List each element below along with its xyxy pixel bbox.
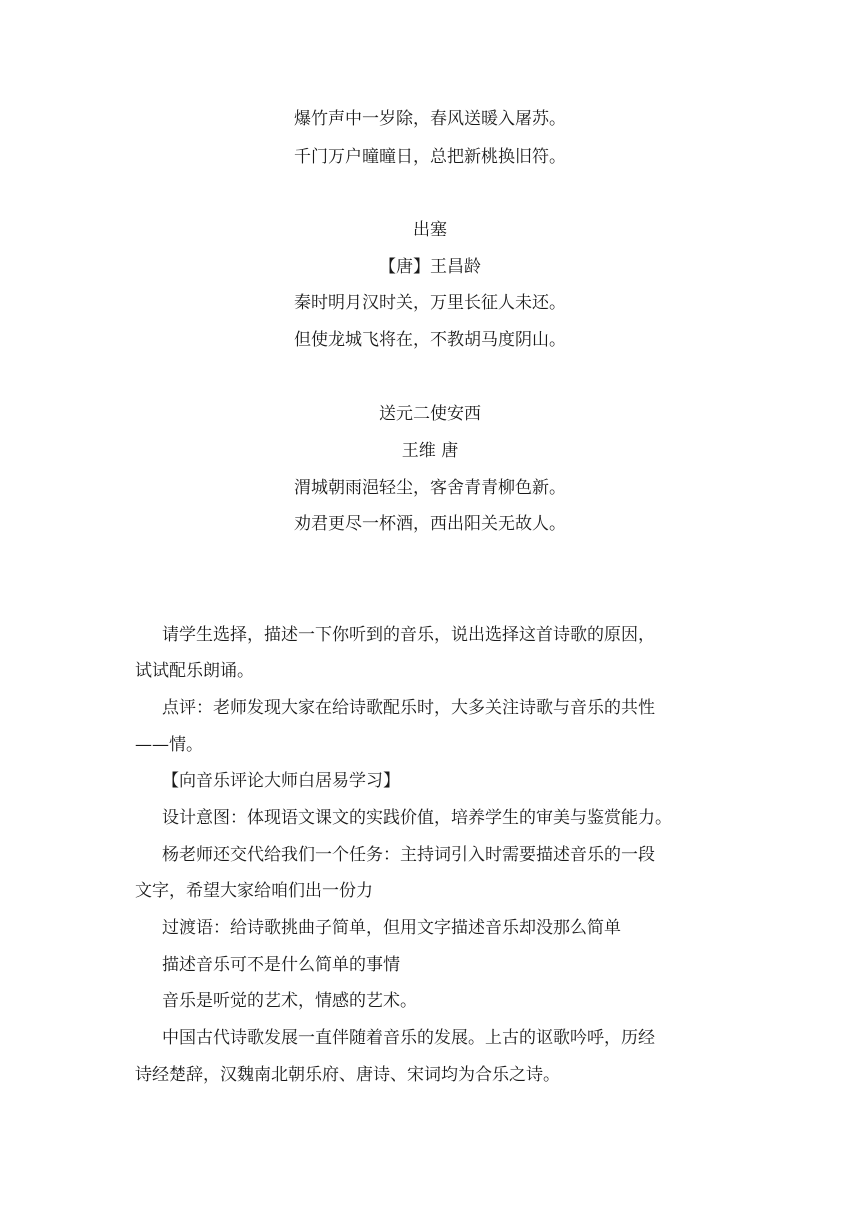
paragraph-2-line-2: ——情。	[135, 735, 203, 755]
paragraph-9-line-1: 中国古代诗歌发展一直伴随着音乐的发展。上古的讴歌吟呼，历经	[162, 1028, 655, 1048]
poem2-line-1: 秦时明月汉时关，万里长征人未还。	[294, 293, 566, 313]
poem3-title: 送元二使安西	[379, 404, 481, 424]
paragraph-2-line-1: 点评：老师发现大家在给诗歌配乐时，大多关注诗歌与音乐的共性	[162, 698, 655, 718]
poem3-author: 王维 唐	[401, 441, 459, 461]
poem2-author: 【唐】王昌龄	[379, 257, 481, 277]
poem3-line-2: 劝君更尽一杯酒，西出阳关无故人。	[294, 514, 566, 534]
transition-paragraph: 过渡语：给诗歌挑曲子简单，但用文字描述音乐却没那么简单	[162, 918, 621, 938]
paragraph-5-line-1: 杨老师还交代给我们一个任务：主持词引入时需要描述音乐的一段	[162, 845, 655, 865]
paragraph-8: 音乐是听觉的艺术，情感的艺术。	[162, 991, 417, 1011]
paragraph-5-line-2: 文字，希望大家给咱们出一份力	[135, 881, 373, 901]
poem1-line-1: 爆竹声中一岁除，春风送暖入屠苏。	[294, 109, 566, 129]
poem2-title: 出塞	[413, 220, 447, 240]
poem3-line-1: 渭城朝雨浥轻尘，客舍青青柳色新。	[294, 478, 566, 498]
poem2-line-2: 但使龙城飞将在，不教胡马度阴山。	[294, 330, 566, 350]
paragraph-7: 描述音乐可不是什么简单的事情	[162, 955, 400, 975]
poem1-line-2: 千门万户曈曈日，总把新桃换旧符。	[294, 147, 566, 167]
paragraph-1-line-1: 请学生选择，描述一下你听到的音乐，说出选择这首诗歌的原因，	[162, 625, 655, 645]
paragraph-9-line-2: 诗经楚辞，汉魏南北朝乐府、唐诗、宋词均为合乐之诗。	[135, 1065, 560, 1085]
section-heading: 【向音乐评论大师白居易学习】	[162, 771, 400, 791]
design-intent-paragraph: 设计意图：体现语文课文的实践价值，培养学生的审美与鉴赏能力。	[162, 808, 672, 828]
paragraph-1-line-2: 试试配乐朗诵。	[135, 661, 254, 681]
